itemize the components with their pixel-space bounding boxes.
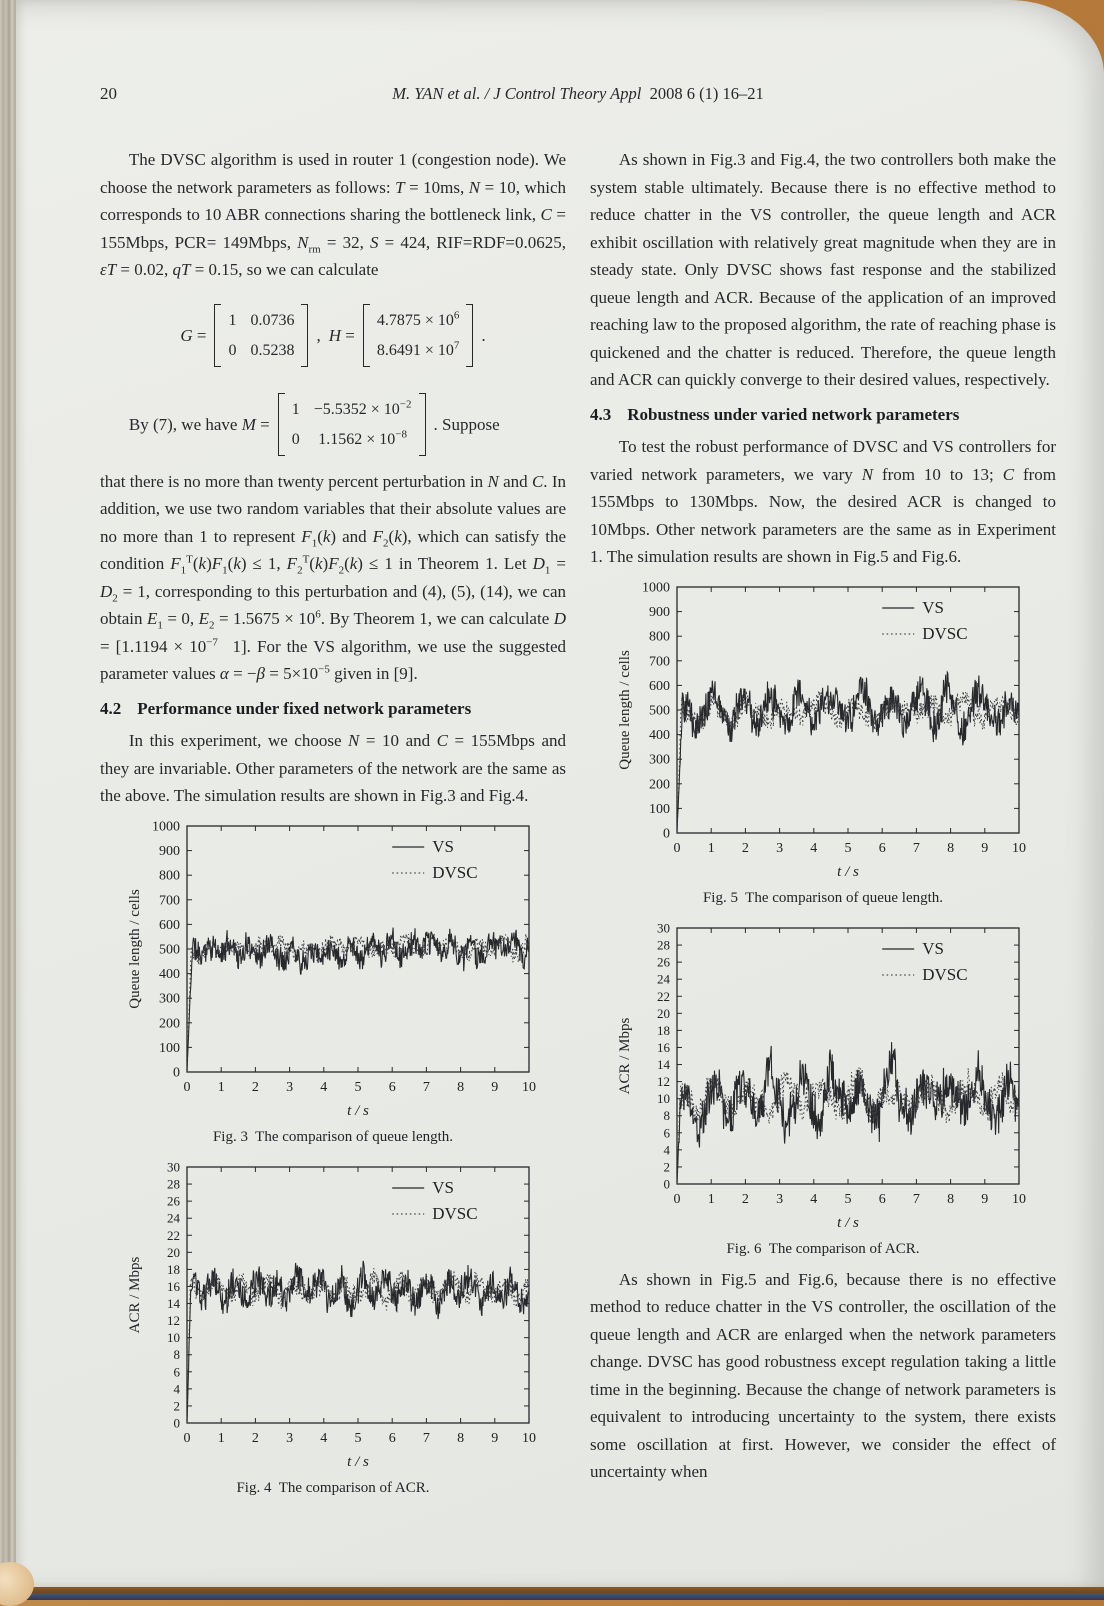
svg-text:t / s: t / s — [837, 863, 859, 880]
svg-text:4: 4 — [173, 1381, 180, 1397]
svg-text:0: 0 — [673, 1192, 681, 1207]
svg-text:700: 700 — [649, 653, 670, 669]
svg-text:300: 300 — [649, 752, 670, 768]
svg-text:2: 2 — [251, 1079, 259, 1095]
svg-text:30: 30 — [657, 920, 670, 936]
svg-text:0: 0 — [173, 1065, 180, 1080]
svg-text:t / s: t / s — [837, 1215, 859, 1231]
svg-text:8: 8 — [947, 1192, 955, 1207]
fig5-caption: Fig. 5 The comparison of queue length. — [702, 889, 944, 906]
eq-comma: , — [316, 325, 321, 345]
svg-text:4: 4 — [320, 1431, 328, 1446]
svg-text:4: 4 — [663, 1142, 670, 1158]
eq-H-label: H = — [328, 325, 355, 345]
svg-text:10: 10 — [1012, 840, 1026, 856]
svg-text:8: 8 — [457, 1079, 465, 1095]
svg-text:8: 8 — [173, 1347, 180, 1363]
svg-text:7: 7 — [422, 1079, 430, 1095]
section-heading-4-3 — [590, 401, 1056, 429]
matrix-H — [363, 304, 474, 367]
svg-text:10: 10 — [167, 1330, 180, 1346]
svg-text:6: 6 — [388, 1431, 396, 1446]
svg-text:3: 3 — [776, 1192, 784, 1207]
svg-text:400: 400 — [159, 966, 180, 982]
bracket-right — [419, 393, 426, 456]
svg-text:300: 300 — [159, 991, 180, 1007]
matrix-H-cells — [370, 304, 467, 367]
svg-text:3: 3 — [286, 1079, 294, 1095]
svg-text:100: 100 — [649, 801, 670, 817]
svg-text:9: 9 — [981, 840, 989, 856]
svg-text:600: 600 — [159, 917, 180, 933]
page-content — [100, 84, 1056, 1505]
svg-text:5: 5 — [844, 840, 852, 856]
svg-text:0: 0 — [673, 840, 681, 856]
matrix-M-cells — [285, 393, 419, 456]
svg-text:t / s: t / s — [347, 1454, 369, 1470]
page-header — [100, 84, 1056, 114]
svg-text:0: 0 — [663, 1176, 670, 1192]
bracket-left — [278, 393, 285, 456]
svg-text:8: 8 — [663, 1108, 670, 1124]
svg-text:4: 4 — [810, 840, 818, 856]
svg-text:28: 28 — [657, 937, 670, 953]
svg-text:t / s: t / s — [347, 1102, 369, 1119]
svg-text:18: 18 — [657, 1022, 670, 1038]
paragraph-fig5-fig6-discussion: As shown in Fig.5 and Fig.6, because there is no effective method to reduce chatter in the VS controller, the oscillation of the queue length and ACR are enlarged when the network parameters change. DVSC has good robustness except regulation taking a little time in the beginning. Because the change of network parameters is equivalent to introducing uncertainty to the system, there exists some oscillation at first. However, we consider the effect of uncertainty when — [590, 1269, 1056, 1481]
svg-text:10: 10 — [657, 1091, 670, 1107]
left-column — [100, 146, 566, 1505]
svg-text:DVSC: DVSC — [922, 965, 968, 984]
svg-text:200: 200 — [159, 1015, 180, 1031]
section-number: 4.3 — [590, 404, 612, 424]
right-column — [590, 146, 1056, 1505]
svg-text:2: 2 — [741, 840, 749, 856]
svg-text:5: 5 — [354, 1079, 362, 1095]
svg-text:3: 3 — [286, 1431, 294, 1446]
fig6-caption: Fig. 6 The comparison of ACR. — [726, 1241, 920, 1257]
svg-text:2: 2 — [173, 1398, 180, 1414]
figure-5 — [590, 577, 1056, 913]
svg-text:VS: VS — [922, 939, 944, 958]
matrix-cell: 0 — [228, 341, 237, 359]
svg-text:4: 4 — [810, 1192, 818, 1207]
svg-text:500: 500 — [649, 703, 670, 718]
svg-text:22: 22 — [657, 988, 670, 1004]
svg-text:28: 28 — [167, 1176, 180, 1192]
journal-title: M. YAN et al. / J Control Theory Appl — [392, 84, 642, 103]
svg-text:20: 20 — [167, 1244, 180, 1260]
svg-text:5: 5 — [844, 1192, 852, 1207]
svg-text:10: 10 — [1012, 1192, 1026, 1207]
fig4-acr-chart — [123, 1157, 543, 1475]
matrix-cell: $8.6491 \times 10^7$ — [376, 339, 460, 359]
matrix-cell: $1.1562 \times 10^{-8}$ — [318, 428, 407, 448]
matrix-G — [214, 304, 308, 367]
svg-text:14: 14 — [657, 1057, 670, 1073]
svg-text:VS: VS — [432, 1178, 454, 1197]
journal-issue-info: 2008 6 (1) 16–21 — [649, 84, 764, 103]
svg-text:1000: 1000 — [642, 580, 670, 595]
matrix-G-cells — [221, 304, 301, 367]
paper-sheet — [16, 0, 1104, 1587]
svg-text:16: 16 — [167, 1278, 180, 1294]
bracket-left — [214, 304, 221, 367]
matrix-cell: 0 — [291, 430, 300, 448]
matrix-cell: $-5.5352 \times 10^{-2}$ — [313, 398, 412, 418]
svg-text:10: 10 — [522, 1431, 536, 1446]
svg-text:Queue length / cells: Queue length / cells — [617, 649, 633, 770]
svg-text:700: 700 — [159, 892, 180, 908]
figure-3 — [100, 816, 566, 1152]
fig3-caption: Fig. 3 The comparison of queue length. — [212, 1128, 454, 1145]
svg-text:DVSC: DVSC — [432, 1204, 478, 1223]
eq-period: . — [481, 325, 486, 345]
matrix-cell: 0.0736 — [250, 312, 295, 329]
fig5-queue-length-chart — [613, 577, 1033, 885]
svg-text:500: 500 — [159, 942, 180, 957]
fig3-queue-length-chart — [123, 816, 543, 1124]
svg-text:9: 9 — [491, 1431, 499, 1446]
fig6-acr-chart — [613, 918, 1033, 1236]
equation-G-H — [100, 294, 566, 378]
svg-text:8: 8 — [457, 1431, 465, 1446]
svg-text:ACR / Mbps: ACR / Mbps — [127, 1256, 143, 1334]
section-title: Robustness under varied network parameters — [627, 404, 960, 424]
svg-text:800: 800 — [159, 868, 180, 884]
svg-text:200: 200 — [649, 776, 670, 792]
svg-text:6: 6 — [388, 1079, 396, 1095]
svg-text:2: 2 — [741, 1192, 749, 1207]
matrix-cell: 1 — [291, 401, 300, 418]
bracket-right — [301, 304, 308, 367]
svg-text:VS: VS — [432, 836, 454, 856]
svg-text:DVSC: DVSC — [432, 862, 478, 882]
svg-text:0: 0 — [173, 1415, 180, 1431]
svg-text:900: 900 — [649, 604, 670, 620]
svg-text:6: 6 — [878, 1192, 886, 1207]
svg-text:0: 0 — [663, 826, 670, 841]
svg-text:1: 1 — [707, 1192, 715, 1207]
svg-text:1: 1 — [217, 1431, 225, 1446]
matrix-cell: 1 — [228, 312, 237, 329]
journal-running-head — [220, 84, 936, 104]
svg-text:10: 10 — [522, 1079, 536, 1095]
svg-text:ACR / Mbps: ACR / Mbps — [617, 1017, 633, 1095]
svg-text:7: 7 — [912, 1192, 920, 1207]
fig4-caption: Fig. 4 The comparison of ACR. — [236, 1480, 430, 1496]
svg-text:24: 24 — [657, 971, 670, 987]
svg-text:7: 7 — [912, 840, 920, 856]
svg-text:2: 2 — [251, 1431, 259, 1446]
svg-text:16: 16 — [657, 1039, 670, 1055]
paragraph-perturbation: that there is no more than twenty percent perturbation in N and C. In addition, we use two random variables that their absolute values are no more than 1 to represent $F_1(k)$ and $F_2(k)$, which can satisfy the condition $F_1^T(k)F_1(k) \le 1$, $F_2^T(k)F_2(k) \le 1$ in Theorem 1. Let $D_1 = D_2 = 1$, corresponding to this perturbation and (4), (5), (14), we can obtain $E_1 = 0$, $E_2 = 1.5675 \times 10^6$. By Theorem 1, we can calculate $D = [1.1194 \times 10^{-7}$ 1]. For the VS algorithm, we use the suggested parameter values $\alpha = -\beta = 5\times 10^{-5}$ given in [9]. — [100, 471, 566, 683]
svg-text:14: 14 — [167, 1296, 180, 1312]
svg-text:22: 22 — [167, 1227, 180, 1243]
svg-text:12: 12 — [167, 1313, 180, 1329]
matrix-cell: 0.5238 — [250, 341, 295, 359]
svg-text:1: 1 — [707, 840, 715, 856]
svg-text:5: 5 — [354, 1431, 362, 1446]
svg-text:VS: VS — [922, 597, 944, 617]
equation-M-line — [100, 388, 566, 462]
book-bottom-edge — [0, 1593, 1104, 1600]
svg-text:26: 26 — [167, 1193, 180, 1209]
paragraph-robustness-setup: To test the robust performance of DVSC and VS controllers for varied network parameters, we vary N from 10 to 13; C from 155Mbps to 130Mbps. Now, the desired ACR is changed to 10Mbps. Other network parameters are the same as in Experiment 1. The simulation results are shown in Fig.5 and Fig.6. — [590, 437, 1057, 566]
bracket-right — [466, 304, 473, 367]
figure-4 — [100, 1157, 566, 1503]
eq-M-intro: By (7), we have M = — [128, 414, 270, 434]
section-title: Performance under fixed network parameters — [137, 698, 472, 718]
paragraph-fig3-fig4-discussion: As shown in Fig.3 and Fig.4, the two controllers both make the system stable ultimately. Because there is no effective method to reduce chatter in the VS controller, the queue length and ACR exhibit oscillation with relatively great magnitude when they are in steady state. Only DVSC shows fast response and the stabilized queue length and ACR. Because of the application of an improved reaching law to the proposed algorithm, the rate of reaching phase is quickened and the chatter is reduced. Therefore, the queue length and ACR can quickly converge to their desired values, respectively. — [590, 150, 1056, 389]
svg-text:2: 2 — [663, 1159, 670, 1175]
svg-text:26: 26 — [657, 954, 670, 970]
svg-text:20: 20 — [657, 1005, 670, 1021]
svg-text:7: 7 — [422, 1431, 430, 1446]
svg-text:8: 8 — [947, 840, 955, 856]
svg-text:9: 9 — [981, 1192, 989, 1207]
eq-G-label: G = — [180, 325, 207, 345]
svg-text:DVSC: DVSC — [922, 623, 968, 643]
bracket-left — [363, 304, 370, 367]
svg-text:12: 12 — [657, 1074, 670, 1090]
page-number: 20 — [100, 84, 117, 103]
two-column-layout — [100, 146, 1056, 1505]
eq-M-suffix: . Suppose — [433, 414, 500, 434]
svg-text:0: 0 — [183, 1079, 191, 1095]
matrix-cell: $4.7875 \times 10^6$ — [376, 309, 460, 329]
svg-text:Queue length / cells: Queue length / cells — [127, 888, 143, 1009]
svg-text:0: 0 — [183, 1431, 191, 1446]
book-page-stack-edge — [0, 0, 16, 1600]
svg-text:400: 400 — [649, 727, 670, 743]
paragraph-experiment-1: In this experiment, we choose N = 10 and C = 155Mbps and they are invariable. Other parameters of the network are the same as the above. The simulation results are shown in Fig.3 and Fig.4. — [100, 731, 566, 805]
svg-text:4: 4 — [320, 1079, 328, 1095]
matrix-M — [278, 393, 426, 456]
svg-text:600: 600 — [649, 678, 670, 694]
svg-text:1: 1 — [217, 1079, 225, 1095]
section-number: 4.2 — [100, 698, 122, 718]
svg-text:9: 9 — [491, 1079, 499, 1095]
svg-text:24: 24 — [167, 1210, 180, 1226]
paragraph-network-parameters: The DVSC algorithm is used in router 1 (congestion node). We choose the network parameters as follows: T = 10ms, N = 10, which corresponds to 10 ABR connections sharing the bottleneck link, C = 155Mbps, PCR= 149Mbps, $N_{rm} = 32$, S = 424, RIF=RDF=0.0625, εT = 0.02, qT = 0.15, so we can calculate — [100, 150, 567, 279]
svg-text:18: 18 — [167, 1261, 180, 1277]
svg-text:30: 30 — [167, 1159, 180, 1175]
svg-text:6: 6 — [173, 1364, 180, 1380]
svg-text:6: 6 — [878, 840, 886, 856]
svg-text:1000: 1000 — [152, 819, 180, 834]
svg-text:100: 100 — [159, 1040, 180, 1056]
svg-text:3: 3 — [776, 840, 784, 856]
svg-text:6: 6 — [663, 1125, 670, 1141]
svg-text:900: 900 — [159, 843, 180, 859]
figure-6 — [590, 918, 1056, 1264]
svg-text:800: 800 — [649, 629, 670, 645]
section-heading-4-2 — [100, 695, 566, 723]
